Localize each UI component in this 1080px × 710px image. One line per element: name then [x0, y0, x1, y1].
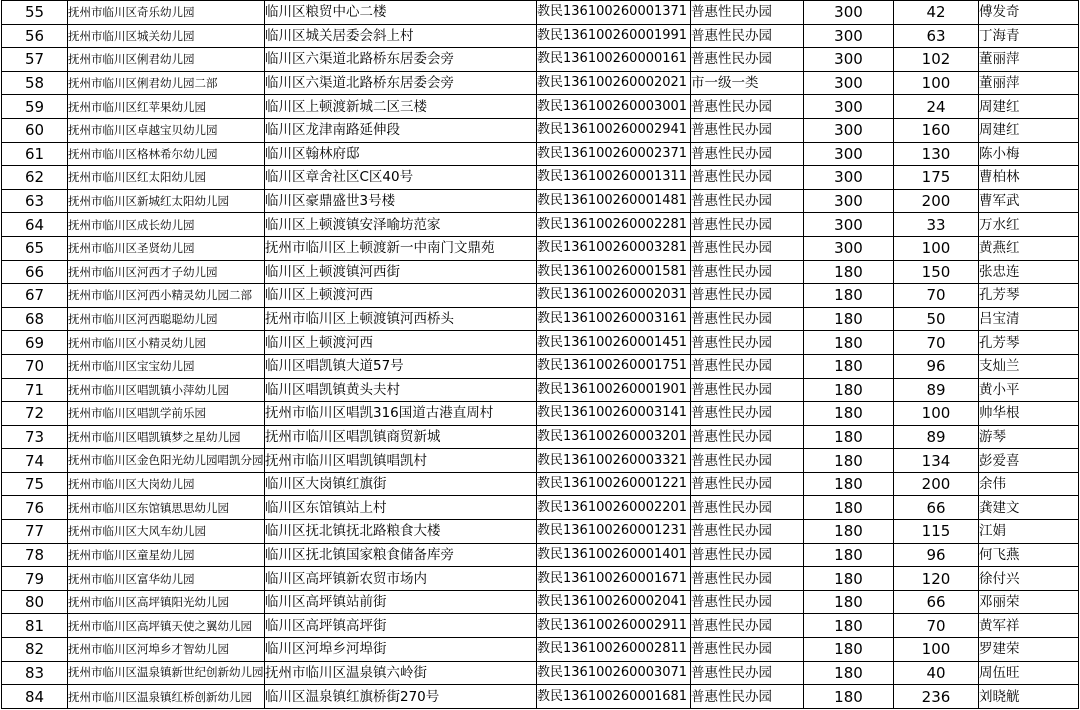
capacity-cell: 180 [804, 614, 894, 638]
row-number: 59 [2, 95, 68, 119]
kindergarten-name: 抚州市临川区童星幼儿园 [68, 543, 265, 567]
principal-name: 何飞燕 [979, 543, 1079, 567]
kindergarten-table [1, 0, 1079, 709]
address-cell: 临川区城关居委会斜上村 [265, 24, 537, 48]
kindergarten-type: 普惠性民办园 [691, 661, 804, 685]
kindergarten-type: 普惠性民办园 [691, 449, 804, 473]
row-number: 83 [2, 661, 68, 685]
enrollment-count: 66 [894, 496, 979, 520]
address-cell: 临川区豪鼎盛世3号楼 [265, 189, 537, 213]
kindergarten-type: 普惠性民办园 [691, 638, 804, 662]
row-number: 76 [2, 496, 68, 520]
license-number: 教民136100260001481 [537, 189, 691, 213]
table-row [2, 307, 1079, 331]
address-cell: 临川区六渠道北路桥东居委会旁 [265, 71, 537, 95]
capacity-cell: 300 [804, 1, 894, 25]
kindergarten-name: 抚州市临川区唱凯镇梦之星幼儿园 [68, 425, 265, 449]
row-number: 77 [2, 520, 68, 544]
kindergarten-name: 抚州市临川区城关幼儿园 [68, 24, 265, 48]
principal-name: 陈小梅 [979, 142, 1079, 166]
address-cell: 临川区上顿渡镇安泽喻坊范家 [265, 213, 537, 237]
row-number: 56 [2, 24, 68, 48]
enrollment-count: 24 [894, 95, 979, 119]
license-number: 教民136100260001581 [537, 260, 691, 284]
enrollment-count: 134 [894, 449, 979, 473]
license-number: 教民136100260001311 [537, 166, 691, 190]
license-number: 教民136100260001751 [537, 354, 691, 378]
enrollment-count: 120 [894, 567, 979, 591]
principal-name: 游琴 [979, 425, 1079, 449]
row-number: 68 [2, 307, 68, 331]
principal-name: 曹军武 [979, 189, 1079, 213]
address-cell: 临川区章舍社区C区40号 [265, 166, 537, 190]
address-cell: 临川区粮贸中心二楼 [265, 1, 537, 25]
principal-name: 江娟 [979, 520, 1079, 544]
address-cell: 临川区高坪镇新农贸市场内 [265, 567, 537, 591]
enrollment-count: 236 [894, 685, 979, 709]
capacity-cell: 180 [804, 354, 894, 378]
table-row [2, 24, 1079, 48]
kindergarten-name: 抚州市临川区温泉镇红桥创新幼儿园 [68, 685, 265, 709]
kindergarten-name: 抚州市临川区俐君幼儿园 [68, 48, 265, 72]
table-row [2, 496, 1079, 520]
enrollment-count: 102 [894, 48, 979, 72]
table-row [2, 378, 1079, 402]
address-cell: 临川区上顿渡河西 [265, 284, 537, 308]
capacity-cell: 300 [804, 48, 894, 72]
capacity-cell: 300 [804, 213, 894, 237]
kindergarten-type: 普惠性民办园 [691, 118, 804, 142]
address-cell: 临川区河埠乡河埠街 [265, 638, 537, 662]
capacity-cell: 300 [804, 236, 894, 260]
license-number: 教民136100260002811 [537, 638, 691, 662]
capacity-cell: 180 [804, 284, 894, 308]
table-row [2, 71, 1079, 95]
kindergarten-type: 普惠性民办园 [691, 685, 804, 709]
capacity-cell: 180 [804, 331, 894, 355]
license-number: 教民136100260003141 [537, 402, 691, 426]
enrollment-count: 96 [894, 354, 979, 378]
license-number: 教民136100260003281 [537, 236, 691, 260]
enrollment-count: 100 [894, 402, 979, 426]
row-number: 61 [2, 142, 68, 166]
capacity-cell: 300 [804, 189, 894, 213]
kindergarten-type: 普惠性民办园 [691, 1, 804, 25]
kindergarten-type: 普惠性民办园 [691, 354, 804, 378]
enrollment-count: 40 [894, 661, 979, 685]
enrollment-count: 100 [894, 236, 979, 260]
enrollment-count: 130 [894, 142, 979, 166]
table-row [2, 520, 1079, 544]
principal-name: 徐付兴 [979, 567, 1079, 591]
address-cell: 临川区高坪镇站前街 [265, 590, 537, 614]
license-number: 教民136100260000161 [537, 48, 691, 72]
table-row [2, 472, 1079, 496]
license-number: 教民136100260002041 [537, 590, 691, 614]
principal-name: 丁海青 [979, 24, 1079, 48]
address-cell: 临川区上顿渡新城二区三楼 [265, 95, 537, 119]
capacity-cell: 180 [804, 472, 894, 496]
principal-name: 支灿兰 [979, 354, 1079, 378]
address-cell: 临川区大岗镇红旗街 [265, 472, 537, 496]
license-number: 教民136100260001371 [537, 1, 691, 25]
enrollment-count: 200 [894, 472, 979, 496]
row-number: 70 [2, 354, 68, 378]
table-row [2, 425, 1079, 449]
table-row [2, 449, 1079, 473]
enrollment-count: 200 [894, 189, 979, 213]
row-number: 65 [2, 236, 68, 260]
capacity-cell: 180 [804, 638, 894, 662]
address-cell: 临川区上顿渡镇河西街 [265, 260, 537, 284]
capacity-cell: 300 [804, 166, 894, 190]
capacity-cell: 180 [804, 449, 894, 473]
table-body [2, 1, 1079, 709]
row-number: 82 [2, 638, 68, 662]
license-number: 教民136100260003161 [537, 307, 691, 331]
principal-name: 傅发奇 [979, 1, 1079, 25]
kindergarten-name: 抚州市临川区卓越宝贝幼儿园 [68, 118, 265, 142]
table-row [2, 213, 1079, 237]
row-number: 81 [2, 614, 68, 638]
license-number: 教民136100260003201 [537, 425, 691, 449]
capacity-cell: 180 [804, 496, 894, 520]
kindergarten-type: 普惠性民办园 [691, 472, 804, 496]
principal-name: 万水红 [979, 213, 1079, 237]
table-row [2, 284, 1079, 308]
license-number: 教民136100260003071 [537, 661, 691, 685]
principal-name: 周建红 [979, 118, 1079, 142]
row-number: 62 [2, 166, 68, 190]
address-cell: 临川区龙津南路延伸段 [265, 118, 537, 142]
license-number: 教民136100260002201 [537, 496, 691, 520]
address-cell: 临川区唱凯镇大道57号 [265, 354, 537, 378]
license-number: 教民136100260001231 [537, 520, 691, 544]
license-number: 教民136100260002941 [537, 118, 691, 142]
enrollment-count: 150 [894, 260, 979, 284]
kindergarten-type: 普惠性民办园 [691, 189, 804, 213]
license-number: 教民136100260001901 [537, 378, 691, 402]
enrollment-count: 70 [894, 614, 979, 638]
kindergarten-name: 抚州市临川区富华幼儿园 [68, 567, 265, 591]
address-cell: 抚州市临川区唱凯316国道古港直周村 [265, 402, 537, 426]
license-number: 教民136100260001401 [537, 543, 691, 567]
address-cell: 临川区东馆镇站上村 [265, 496, 537, 520]
kindergarten-name: 抚州市临川区大风车幼儿园 [68, 520, 265, 544]
principal-name: 周伍旺 [979, 661, 1079, 685]
kindergarten-type: 普惠性民办园 [691, 378, 804, 402]
capacity-cell: 180 [804, 425, 894, 449]
principal-name: 曹柏林 [979, 166, 1079, 190]
kindergarten-type: 普惠性民办园 [691, 260, 804, 284]
kindergarten-type: 普惠性民办园 [691, 142, 804, 166]
address-cell: 临川区唱凯镇黄头夫村 [265, 378, 537, 402]
kindergarten-type: 普惠性民办园 [691, 48, 804, 72]
license-number: 教民136100260002031 [537, 284, 691, 308]
kindergarten-name: 抚州市临川区宝宝幼儿园 [68, 354, 265, 378]
principal-name: 孔芳琴 [979, 331, 1079, 355]
row-number: 74 [2, 449, 68, 473]
kindergarten-type: 市一级一类 [691, 71, 804, 95]
address-cell: 临川区上顿渡河西 [265, 331, 537, 355]
enrollment-count: 115 [894, 520, 979, 544]
address-cell: 抚州市临川区唱凯镇唱凯村 [265, 449, 537, 473]
kindergarten-type: 普惠性民办园 [691, 331, 804, 355]
enrollment-count: 175 [894, 166, 979, 190]
table-row [2, 1, 1079, 25]
principal-name: 帅华根 [979, 402, 1079, 426]
capacity-cell: 180 [804, 543, 894, 567]
kindergarten-type: 普惠性民办园 [691, 284, 804, 308]
kindergarten-name: 抚州市临川区红太阳幼儿园 [68, 166, 265, 190]
address-cell: 抚州市临川区上顿渡新一中南门文鼎苑 [265, 236, 537, 260]
table-row [2, 661, 1079, 685]
principal-name: 黄小平 [979, 378, 1079, 402]
table-row [2, 118, 1079, 142]
principal-name: 吕宝清 [979, 307, 1079, 331]
address-cell: 临川区高坪镇高坪街 [265, 614, 537, 638]
principal-name: 周建红 [979, 95, 1079, 119]
principal-name: 彭爱喜 [979, 449, 1079, 473]
kindergarten-name: 抚州市临川区新城红太阳幼儿园 [68, 189, 265, 213]
capacity-cell: 180 [804, 402, 894, 426]
kindergarten-name: 抚州市临川区温泉镇新世纪创新幼儿园 [68, 661, 265, 685]
license-number: 教民136100260003321 [537, 449, 691, 473]
principal-name: 黄军祥 [979, 614, 1079, 638]
enrollment-count: 63 [894, 24, 979, 48]
capacity-cell: 180 [804, 661, 894, 685]
table-row [2, 260, 1079, 284]
kindergarten-name: 抚州市临川区红苹果幼儿园 [68, 95, 265, 119]
kindergarten-type: 普惠性民办园 [691, 402, 804, 426]
license-number: 教民136100260001681 [537, 685, 691, 709]
principal-name: 邓丽荣 [979, 590, 1079, 614]
capacity-cell: 180 [804, 260, 894, 284]
enrollment-count: 89 [894, 378, 979, 402]
principal-name: 董丽萍 [979, 71, 1079, 95]
kindergarten-name: 抚州市临川区河西才子幼儿园 [68, 260, 265, 284]
table-row [2, 95, 1079, 119]
principal-name: 刘晓觥 [979, 685, 1079, 709]
row-number: 64 [2, 213, 68, 237]
kindergarten-name: 抚州市临川区高坪镇天使之翼幼儿园 [68, 614, 265, 638]
enrollment-count: 96 [894, 543, 979, 567]
kindergarten-type: 普惠性民办园 [691, 567, 804, 591]
kindergarten-name: 抚州市临川区唱凯学前乐园 [68, 402, 265, 426]
enrollment-count: 70 [894, 331, 979, 355]
kindergarten-type: 普惠性民办园 [691, 614, 804, 638]
table-row [2, 189, 1079, 213]
enrollment-count: 100 [894, 638, 979, 662]
row-number: 58 [2, 71, 68, 95]
kindergarten-name: 抚州市临川区金色阳光幼儿园唱凯分园 [68, 449, 265, 473]
kindergarten-type: 普惠性民办园 [691, 213, 804, 237]
table-row [2, 567, 1079, 591]
kindergarten-type: 普惠性民办园 [691, 166, 804, 190]
capacity-cell: 180 [804, 685, 894, 709]
kindergarten-name: 抚州市临川区奇乐幼儿园 [68, 1, 265, 25]
row-number: 71 [2, 378, 68, 402]
address-cell: 临川区六渠道北路桥东居委会旁 [265, 48, 537, 72]
table-row [2, 614, 1079, 638]
license-number: 教民136100260002371 [537, 142, 691, 166]
enrollment-count: 100 [894, 71, 979, 95]
table-row [2, 142, 1079, 166]
table-row [2, 402, 1079, 426]
kindergarten-type: 普惠性民办园 [691, 236, 804, 260]
kindergarten-name: 抚州市临川区成长幼儿园 [68, 213, 265, 237]
license-number: 教民136100260001991 [537, 24, 691, 48]
kindergarten-name: 抚州市临川区河西小精灵幼儿园二部 [68, 284, 265, 308]
principal-name: 黄燕红 [979, 236, 1079, 260]
license-number: 教民136100260001451 [537, 331, 691, 355]
address-cell: 临川区抚北镇抚北路粮食大楼 [265, 520, 537, 544]
capacity-cell: 300 [804, 24, 894, 48]
table-row [2, 331, 1079, 355]
capacity-cell: 300 [804, 95, 894, 119]
kindergarten-type: 普惠性民办园 [691, 95, 804, 119]
table-row [2, 166, 1079, 190]
kindergarten-name: 抚州市临川区河埠乡才智幼儿园 [68, 638, 265, 662]
license-number: 教民136100260002021 [537, 71, 691, 95]
enrollment-count: 33 [894, 213, 979, 237]
table-row [2, 590, 1079, 614]
kindergarten-type: 普惠性民办园 [691, 24, 804, 48]
kindergarten-name: 抚州市临川区东馆镇思思幼儿园 [68, 496, 265, 520]
principal-name: 余伟 [979, 472, 1079, 496]
kindergarten-name: 抚州市临川区唱凯镇小萍幼儿园 [68, 378, 265, 402]
row-number: 69 [2, 331, 68, 355]
kindergarten-type: 普惠性民办园 [691, 425, 804, 449]
kindergarten-name: 抚州市临川区圣贤幼儿园 [68, 236, 265, 260]
enrollment-count: 70 [894, 284, 979, 308]
table-row [2, 48, 1079, 72]
capacity-cell: 180 [804, 590, 894, 614]
row-number: 73 [2, 425, 68, 449]
kindergarten-type: 普惠性民办园 [691, 590, 804, 614]
table-row [2, 685, 1079, 709]
row-number: 80 [2, 590, 68, 614]
capacity-cell: 180 [804, 520, 894, 544]
kindergarten-name: 抚州市临川区格林希尔幼儿园 [68, 142, 265, 166]
kindergarten-type: 普惠性民办园 [691, 543, 804, 567]
table-row [2, 354, 1079, 378]
row-number: 67 [2, 284, 68, 308]
kindergarten-type: 普惠性民办园 [691, 520, 804, 544]
table-row [2, 236, 1079, 260]
license-number: 教民136100260003001 [537, 95, 691, 119]
enrollment-count: 50 [894, 307, 979, 331]
license-number: 教民136100260002911 [537, 614, 691, 638]
principal-name: 罗建荣 [979, 638, 1079, 662]
enrollment-count: 42 [894, 1, 979, 25]
row-number: 57 [2, 48, 68, 72]
kindergarten-name: 抚州市临川区高坪镇阳光幼儿园 [68, 590, 265, 614]
principal-name: 张忠连 [979, 260, 1079, 284]
enrollment-count: 66 [894, 590, 979, 614]
table-row [2, 543, 1079, 567]
row-number: 79 [2, 567, 68, 591]
capacity-cell: 300 [804, 118, 894, 142]
capacity-cell: 180 [804, 307, 894, 331]
row-number: 78 [2, 543, 68, 567]
row-number: 63 [2, 189, 68, 213]
row-number: 55 [2, 1, 68, 25]
address-cell: 临川区抚北镇国家粮食储备库旁 [265, 543, 537, 567]
row-number: 84 [2, 685, 68, 709]
kindergarten-name: 抚州市临川区小精灵幼儿园 [68, 331, 265, 355]
address-cell: 抚州市临川区唱凯镇商贸新城 [265, 425, 537, 449]
address-cell: 抚州市临川区上顿渡镇河西桥头 [265, 307, 537, 331]
principal-name: 董丽萍 [979, 48, 1079, 72]
kindergarten-type: 普惠性民办园 [691, 496, 804, 520]
license-number: 教民136100260001221 [537, 472, 691, 496]
capacity-cell: 180 [804, 378, 894, 402]
table-row [2, 638, 1079, 662]
principal-name: 孔芳琴 [979, 284, 1079, 308]
kindergarten-type: 普惠性民办园 [691, 307, 804, 331]
capacity-cell: 300 [804, 142, 894, 166]
row-number: 60 [2, 118, 68, 142]
row-number: 66 [2, 260, 68, 284]
address-cell: 临川区温泉镇红旗桥街270号 [265, 685, 537, 709]
address-cell: 临川区翰林府邸 [265, 142, 537, 166]
license-number: 教民136100260002281 [537, 213, 691, 237]
license-number: 教民136100260001671 [537, 567, 691, 591]
row-number: 75 [2, 472, 68, 496]
row-number: 72 [2, 402, 68, 426]
address-cell: 抚州市临川区温泉镇六岭街 [265, 661, 537, 685]
kindergarten-name: 抚州市临川区河西聪聪幼儿园 [68, 307, 265, 331]
capacity-cell: 300 [804, 71, 894, 95]
kindergarten-name: 抚州市临川区大岗幼儿园 [68, 472, 265, 496]
enrollment-count: 160 [894, 118, 979, 142]
principal-name: 龚建文 [979, 496, 1079, 520]
capacity-cell: 180 [804, 567, 894, 591]
enrollment-count: 89 [894, 425, 979, 449]
kindergarten-name: 抚州市临川区俐君幼儿园二部 [68, 71, 265, 95]
